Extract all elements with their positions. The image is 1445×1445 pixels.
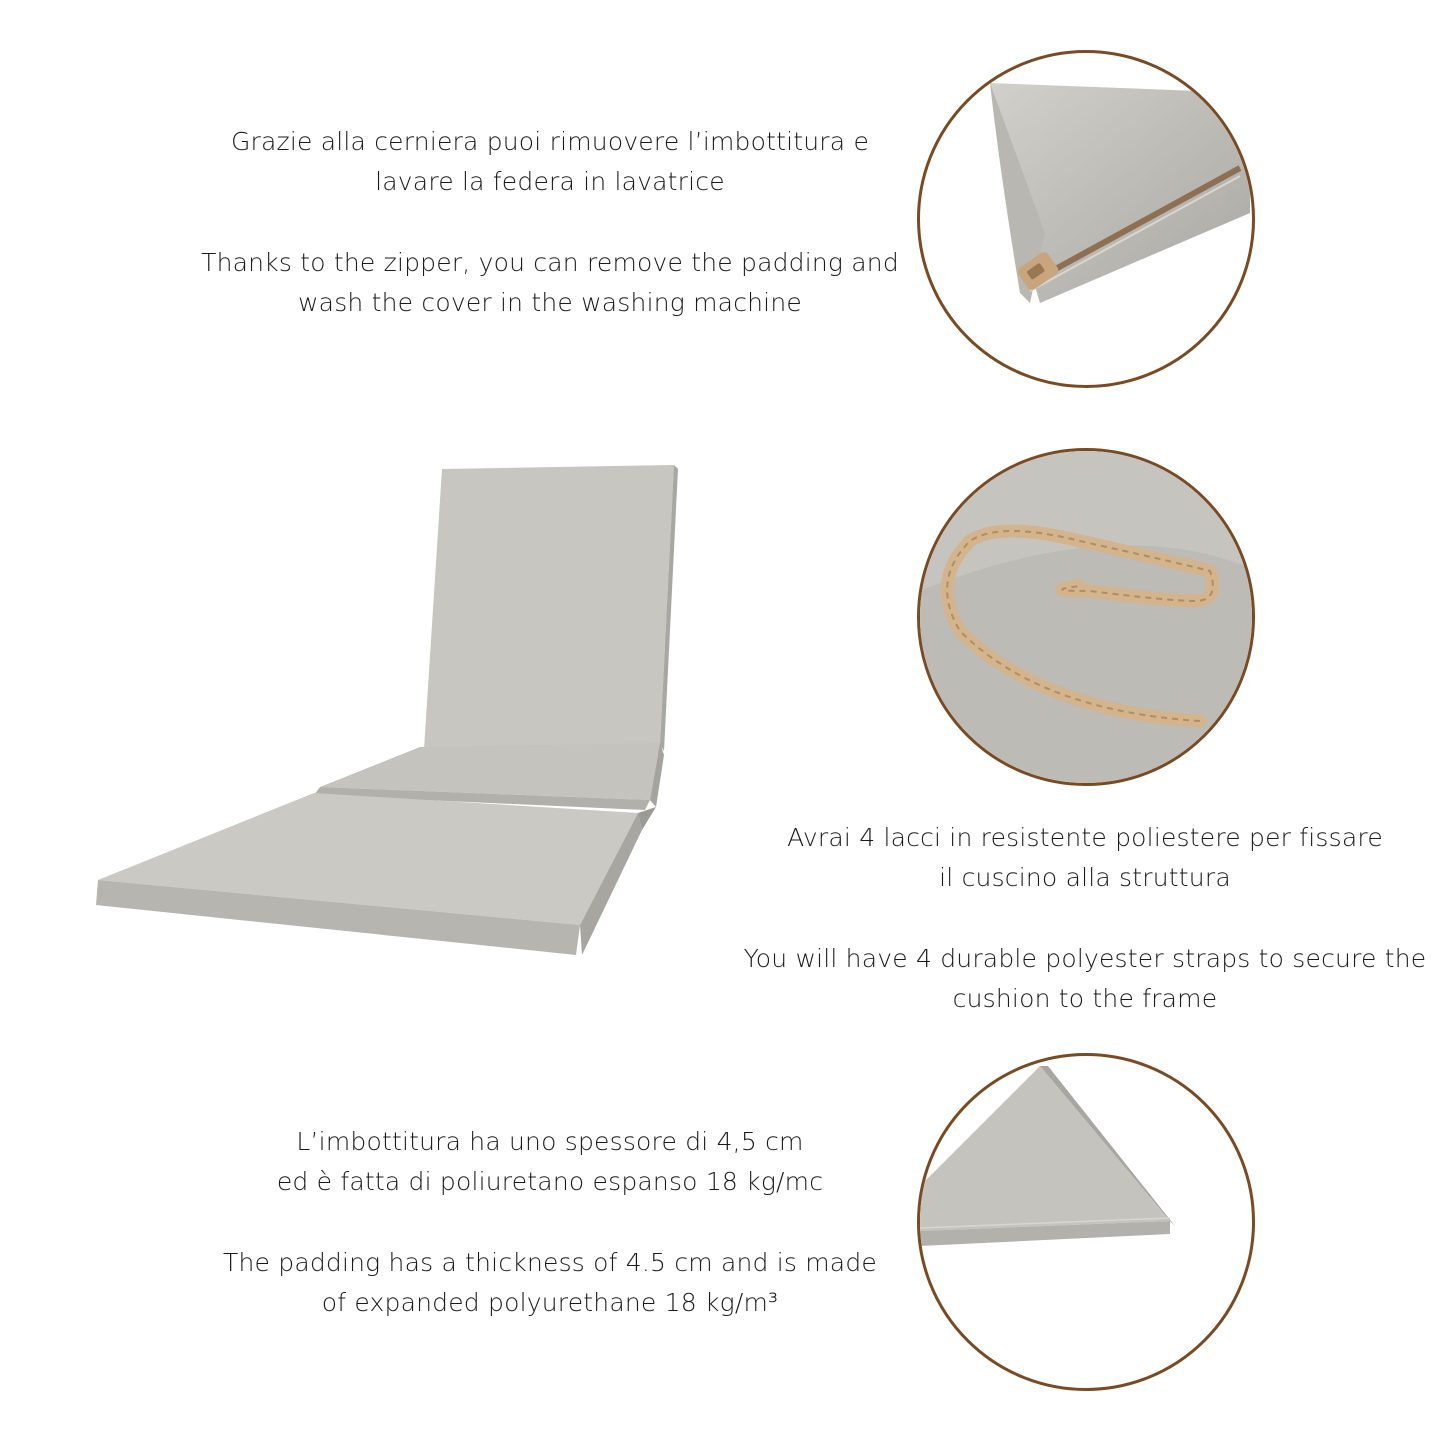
straps-text-it-2: il cuscino alla struttura [939, 863, 1231, 892]
zipper-description [200, 122, 900, 323]
zipper-text-it-2: lavare la federa in lavatrice [375, 167, 725, 196]
padding-description [200, 1122, 900, 1323]
zipper-text-en-2: wash the cover in the washing machine [298, 288, 802, 317]
lounger-cushion-image [90, 455, 690, 975]
zipper-text-it-1: Grazie alla cerniera puoi rimuovere l’imbottitura e [230, 127, 870, 156]
zipper-detail-image [917, 50, 1255, 388]
straps-description [735, 818, 1435, 1019]
cushion-edge-detail-image [917, 1053, 1255, 1391]
padding-text-it-2: ed è fatta di poliuretano espanso 18 kg/mc [276, 1167, 824, 1196]
cushion-edge-icon [920, 1056, 1255, 1391]
cord-detail-image [917, 448, 1255, 786]
straps-text-en-2: cushion to the frame [952, 984, 1218, 1013]
zipper-text-en-1: Thanks to the zipper, you can remove the padding and [201, 248, 899, 277]
padding-text-en-2: of expanded polyurethane 18 kg/m³ [321, 1288, 779, 1317]
cord-icon [920, 451, 1255, 786]
padding-text-en-1: The padding has a thickness of 4.5 cm and is made [223, 1248, 877, 1277]
padding-text-it-1: L’imbottitura ha uno spessore di 4,5 cm [296, 1127, 804, 1156]
straps-text-it-1: Avrai 4 lacci in resistente poliestere per fissare [787, 823, 1383, 852]
zipper-icon [920, 53, 1255, 388]
straps-text-en-1: You will have 4 durable polyester straps to secure the [743, 944, 1427, 973]
